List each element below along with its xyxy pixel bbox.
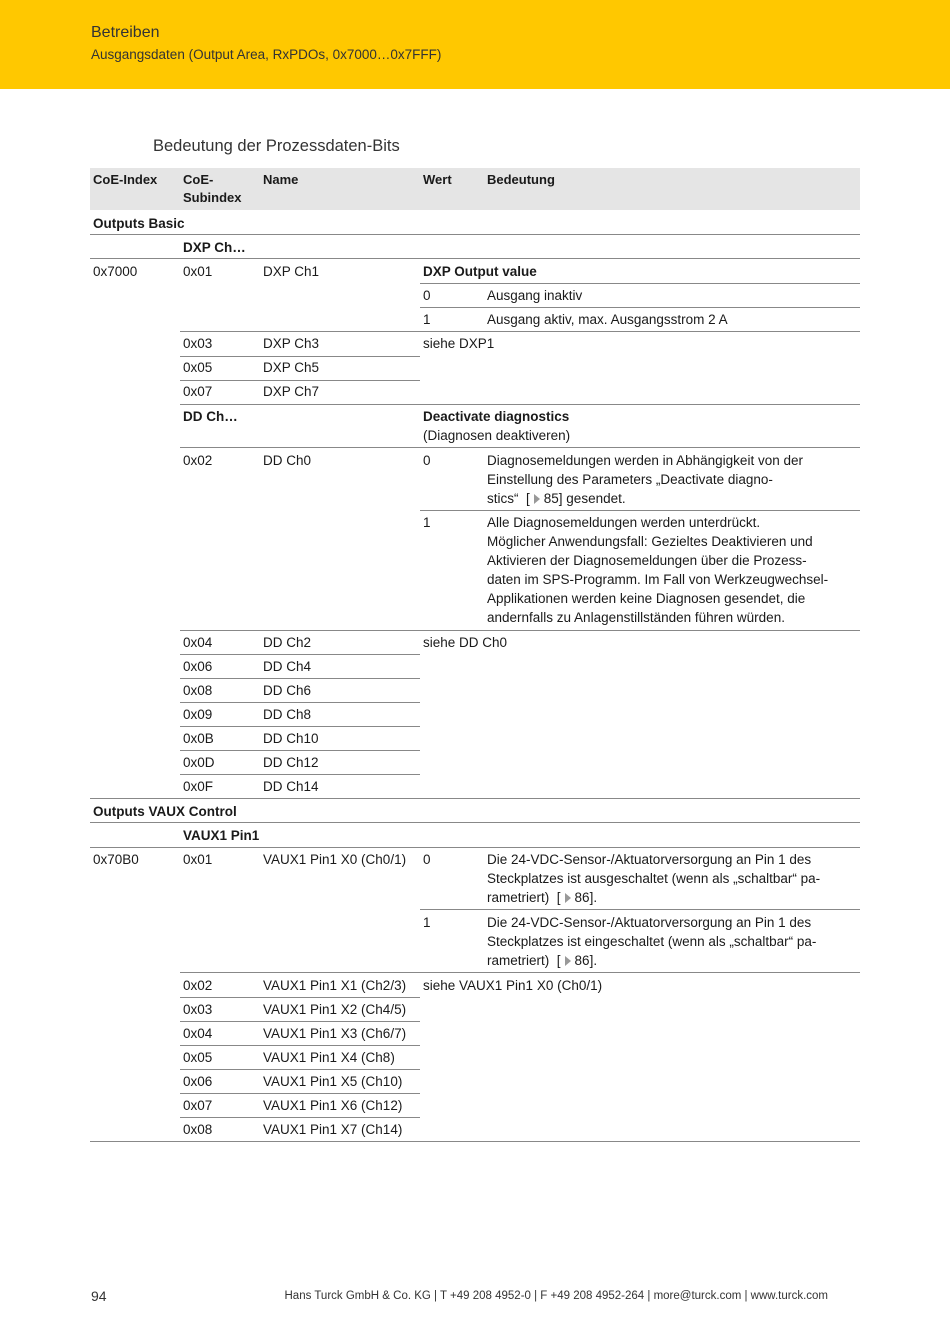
meaning: siehe VAUX1 Pin1 X0 (Ch0/1) (423, 978, 603, 993)
subgroup-dxp: DXP Ch… (183, 240, 246, 255)
value: 0 (423, 288, 431, 303)
value: 1 (423, 915, 431, 930)
col-wert: Wert (423, 172, 452, 187)
subindex: 0x0F (183, 779, 214, 794)
table-bottom-rule (90, 1141, 860, 1142)
divider (90, 258, 860, 259)
col-coe-index: CoE-Index (93, 172, 158, 187)
subgroup-dd: DD Ch… (183, 409, 238, 424)
name: DD Ch14 (263, 779, 319, 794)
divider (90, 847, 860, 848)
group-outputs-vaux: Outputs VAUX Control (93, 804, 237, 819)
meaning: siehe DD Ch0 (423, 635, 508, 650)
value: 1 (423, 515, 431, 530)
name: VAUX1 Pin1 X5 (Ch10) (263, 1074, 403, 1089)
process-data-table (90, 168, 860, 1143)
subindex: 0x03 (183, 1002, 213, 1017)
meaning-line: Steckplatzes ist eingeschaltet (wenn als „schaltbar“ pa- (487, 934, 817, 949)
divider (180, 750, 420, 751)
value: 0 (423, 852, 431, 867)
subindex: 0x02 (183, 978, 213, 993)
meaning-line: Einstellung des Parameters „Deactivate diagno- (487, 472, 773, 487)
subindex: 0x01 (183, 264, 213, 279)
divider (180, 702, 420, 703)
meaning-line: Diagnosemeldungen werden in Abhängigkeit von der (487, 453, 803, 468)
subindex: 0x09 (183, 707, 213, 722)
name: DD Ch4 (263, 659, 312, 674)
name: VAUX1 Pin1 X1 (Ch2/3) (263, 978, 407, 993)
page-ref-link[interactable]: 86]. (574, 953, 598, 968)
name: VAUX1 Pin1 X6 (Ch12) (263, 1098, 403, 1113)
name: DD Ch8 (263, 707, 312, 722)
divider (90, 234, 860, 235)
name: VAUX1 Pin1 X0 (Ch0/1) (263, 852, 407, 867)
page-ref-link[interactable]: 85] gesendet. (543, 491, 626, 506)
footer-address: Hans Turck GmbH & Co. KG | T +49 208 4952-0 | F +49 208 4952-264 | more@turck.com | www.turck.com (284, 1290, 828, 1302)
subindex: 0x0D (183, 755, 215, 770)
divider (180, 380, 420, 381)
arrow-right-icon (534, 494, 540, 504)
name: DD Ch0 (263, 453, 312, 468)
subindex: 0x04 (183, 1026, 213, 1041)
meaning-line: Steckplatzes ist ausgeschaltet (wenn als „schaltbar“ pa- (487, 871, 821, 886)
col-bedeutung: Bedeutung (487, 172, 555, 187)
table-caption: Bedeutung der Prozessdaten-Bits (153, 137, 400, 155)
subindex: 0x07 (183, 1098, 213, 1113)
subindex: 0x08 (183, 1122, 213, 1137)
meaning-line: Alle Diagnosemeldungen werden unterdrückt. (487, 515, 761, 530)
meaning-line: stics“ [ 85] gesendet. (487, 491, 626, 506)
divider (180, 1117, 420, 1118)
name: DXP Ch5 (263, 360, 320, 375)
meaning-line: Aktivieren der Diagnosemeldungen über die Prozess- (487, 553, 807, 568)
subindex: 0x07 (183, 384, 213, 399)
group-outputs-basic: Outputs Basic (93, 216, 185, 231)
subindex: 0x01 (183, 852, 213, 867)
divider (420, 909, 860, 910)
value: 0 (423, 453, 431, 468)
section-title: Ausgangsdaten (Output Area, RxPDOs, 0x7000…0x7FFF) (91, 47, 442, 62)
divider (180, 447, 860, 448)
name: VAUX1 Pin1 X4 (Ch8) (263, 1050, 395, 1065)
subindex: 0x06 (183, 1074, 213, 1089)
divider (180, 774, 420, 775)
name: DD Ch6 (263, 683, 312, 698)
name: DXP Ch3 (263, 336, 320, 351)
name: DD Ch2 (263, 635, 312, 650)
divider (420, 283, 860, 284)
name: VAUX1 Pin1 X7 (Ch14) (263, 1122, 403, 1137)
meaning-title: DXP Output value (423, 264, 537, 279)
divider (180, 404, 860, 405)
meaning-line: Möglicher Anwendungsfall: Gezieltes Deaktivieren und (487, 534, 813, 549)
divider (420, 510, 860, 511)
meaning-title: Deactivate diagnostics (423, 409, 570, 424)
meaning: siehe DXP1 (423, 336, 495, 351)
divider (180, 678, 420, 679)
divider (90, 798, 860, 799)
name: VAUX1 Pin1 X2 (Ch4/5) (263, 1002, 407, 1017)
subindex: 0x05 (183, 360, 213, 375)
meaning: Ausgang aktiv, max. Ausgangsstrom 2 A (487, 312, 728, 327)
chapter-title: Betreiben (91, 24, 160, 41)
meaning-line: Applikationen werden keine Diagnosen gesendet, die (487, 591, 806, 606)
index-0x70b0: 0x70B0 (93, 852, 139, 867)
subgroup-vaux: VAUX1 Pin1 (183, 828, 260, 843)
subindex: 0x04 (183, 635, 213, 650)
subindex: 0x08 (183, 683, 213, 698)
table-header (90, 168, 860, 210)
subindex: 0x05 (183, 1050, 213, 1065)
meaning-line: rametriert) [ 86]. (487, 953, 598, 968)
subindex: 0x03 (183, 336, 213, 351)
page-number: 94 (91, 1288, 107, 1304)
page-ref-link[interactable]: 86]. (574, 890, 598, 905)
divider (180, 1069, 420, 1070)
divider (180, 997, 420, 998)
divider (180, 1021, 420, 1022)
subindex: 0x0B (183, 731, 214, 746)
arrow-right-icon (565, 893, 571, 903)
meaning-line: Die 24-VDC-Sensor-/Aktuatorversorgung an Pin 1 des (487, 852, 812, 867)
name: DD Ch10 (263, 731, 319, 746)
meaning-line: Die 24-VDC-Sensor-/Aktuatorversorgung an Pin 1 des (487, 915, 812, 930)
divider (180, 972, 860, 973)
index-0x7000: 0x7000 (93, 264, 138, 279)
subindex: 0x06 (183, 659, 213, 674)
divider (180, 1093, 420, 1094)
col-coe-subindex-2: Subindex (183, 190, 242, 205)
name: DXP Ch7 (263, 384, 320, 399)
divider (180, 630, 860, 631)
divider (90, 822, 860, 823)
meaning-line: rametriert) [ 86]. (487, 890, 598, 905)
meaning-line: andernfalls zu Anlagenstillständen führen würden. (487, 610, 785, 625)
divider (180, 654, 420, 655)
page-header (0, 0, 950, 89)
col-coe-subindex-1: CoE- (183, 172, 214, 187)
name: VAUX1 Pin1 X3 (Ch6/7) (263, 1026, 407, 1041)
name: DXP Ch1 (263, 264, 320, 279)
divider (180, 1045, 420, 1046)
meaning: Ausgang inaktiv (487, 288, 583, 303)
name: DD Ch12 (263, 755, 319, 770)
meaning-line: daten im SPS-Programm. Im Fall von Werkzeugwechsel- (487, 572, 829, 587)
value: 1 (423, 312, 431, 327)
subindex: 0x02 (183, 453, 213, 468)
divider (180, 356, 420, 357)
divider (180, 331, 860, 332)
divider (420, 307, 860, 308)
divider (180, 726, 420, 727)
arrow-right-icon (565, 956, 571, 966)
col-name: Name (263, 172, 299, 187)
meaning-subtitle: (Diagnosen deaktiveren) (423, 428, 571, 443)
